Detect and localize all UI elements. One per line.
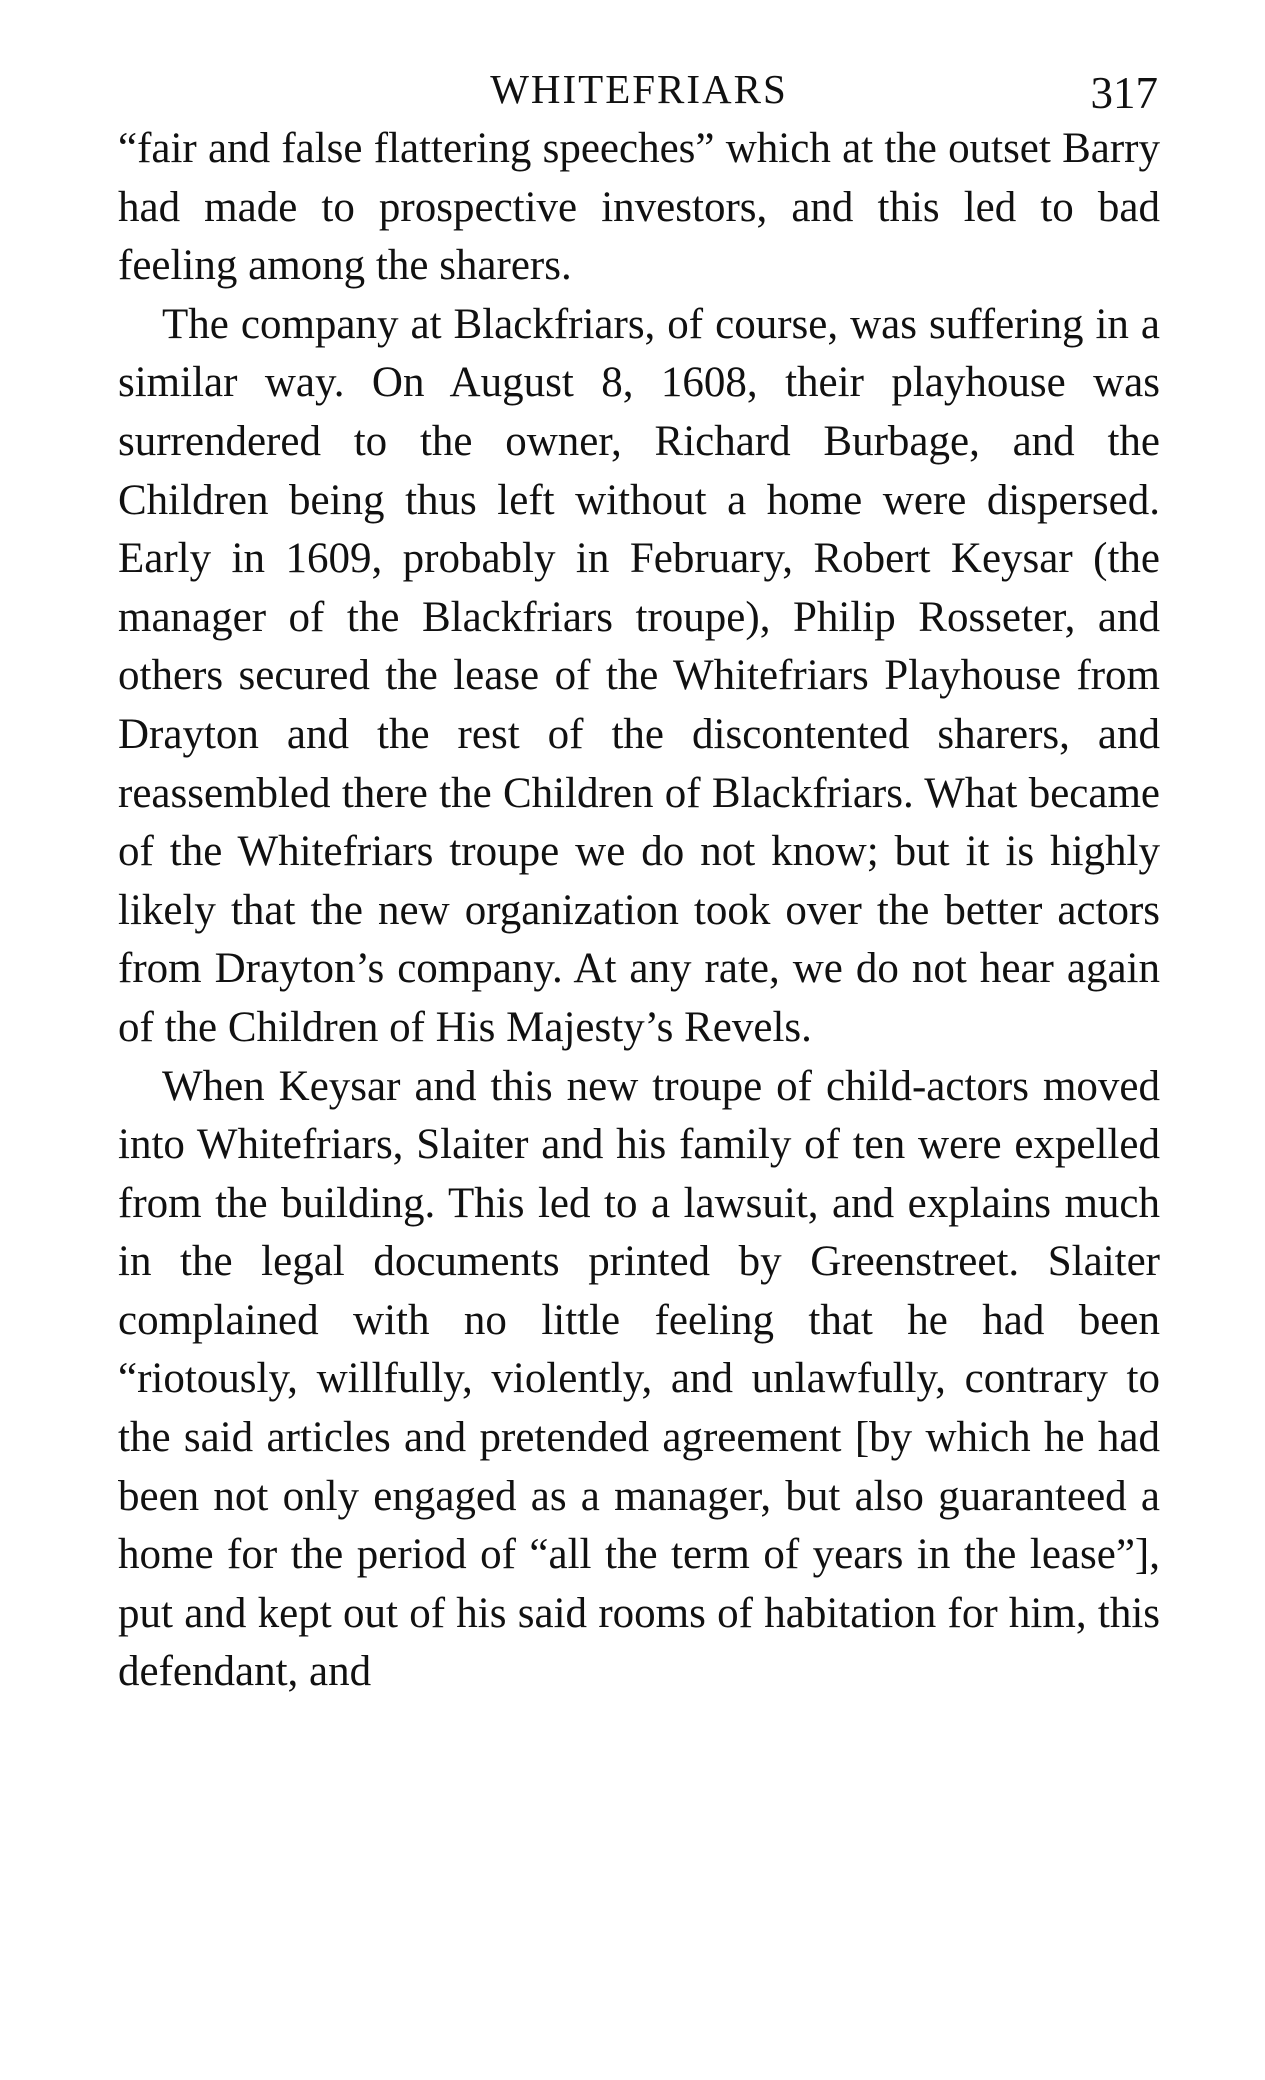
book-page — [118, 58, 1160, 1702]
paragraph-blackfriars-company: The company at Blackfriars, of course, was suffering in a similar way. On August 8, 1608, their playhouse was surrendered to the owner, Richard Burbage, and the Children being thus left without a home were dispersed. Early in 1609, probably in February, Robert Keysar (the manager of the Blackfriars troupe), Philip Rosseter, and others secured the lease of the Whitefriars Playhouse from Drayton and the rest of the discontented sharers, and reassembled there the Children of Blackfriars. What became of the Whitefriars troupe we do not know; but it is highly likely that the new organization took over the better actors from Drayton’s company. At any rate, we do not hear again of the Children of His Majesty’s Revels. — [118, 300, 1160, 1051]
running-title: WHITEFRIARS — [490, 66, 788, 112]
body-text — [118, 120, 1160, 1702]
paragraph-slaiter-lawsuit: When Keysar and this new troupe of child-actors moved into Whitefriars, Slaiter and his family of ten were expelled from the building. This led to a lawsuit, and explains much in the legal documents printed by Greenstreet. Slaiter complained with no little feeling that he had been “riotously, willfully, violently, and unlawfully, contrary to the said articles and pretended agreement [by which he had been not only engaged as a manager, but also guaranteed a home for the period of “all the term of years in the lease”], put and kept out of his said rooms of habitation for him, this defendant, and — [118, 1062, 1160, 1696]
running-head — [118, 58, 1160, 120]
page-number: 317 — [1090, 68, 1158, 118]
paragraph-continuation: “fair and false flattering speeches” which at the outset Barry had made to prospective investors, and this led to bad feeling among the sharers. — [118, 125, 1160, 290]
